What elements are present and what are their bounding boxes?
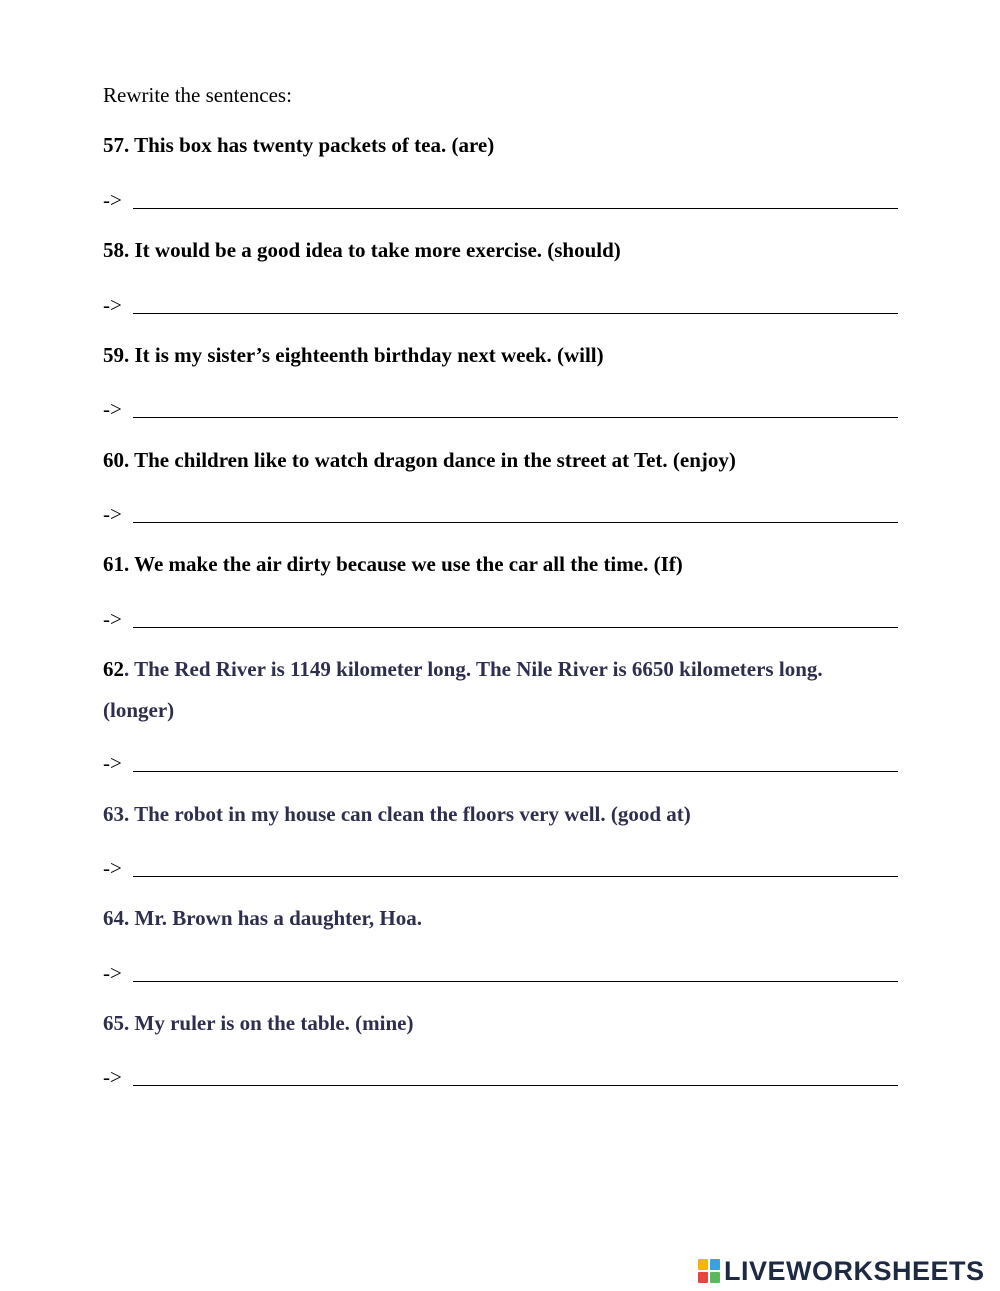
question-65 <box>103 1003 898 1044</box>
logo-block <box>710 1272 720 1283</box>
logo-block <box>710 1259 720 1270</box>
question-text: . This box has twenty packets of tea. (are) <box>124 133 495 157</box>
answer-line-62[interactable] <box>103 750 898 776</box>
question-62 <box>103 649 898 731</box>
question-60 <box>103 440 898 481</box>
question-64 <box>103 898 898 939</box>
liveworksheets-logo <box>697 1256 985 1286</box>
answer-blank-58[interactable] <box>133 313 898 314</box>
answer-blank-65[interactable] <box>133 1085 898 1086</box>
answer-blank-63[interactable] <box>133 876 898 877</box>
question-number: 60 <box>103 448 124 472</box>
instruction-text: Rewrite the sentences: <box>103 83 292 107</box>
answer-line-59[interactable] <box>103 396 898 422</box>
question-number: 58 <box>103 238 124 262</box>
arrow-label: -> <box>103 293 122 317</box>
logo-text: LIVEWORKSHEETS <box>724 1256 985 1286</box>
arrow-label: -> <box>103 188 122 212</box>
arrow-label: -> <box>103 607 122 631</box>
question-text: . We make the air dirty because we use the car all the time. (If) <box>124 552 683 576</box>
answer-blank-61[interactable] <box>133 627 898 628</box>
question-number: 63 <box>103 802 124 826</box>
question-number: 59 <box>103 343 124 367</box>
question-text: . The robot in my house can clean the floors very well. (good at) <box>124 802 691 826</box>
question-text: . My ruler is on the table. (mine) <box>124 1011 414 1035</box>
logo-blocks-icon <box>697 1258 721 1284</box>
question-number: 64 <box>103 906 124 930</box>
question-number: 57 <box>103 133 124 157</box>
question-number: 65 <box>103 1011 124 1035</box>
arrow-label: -> <box>103 502 122 526</box>
question-number: 62 <box>103 657 124 681</box>
answer-blank-62[interactable] <box>133 771 898 772</box>
question-63 <box>103 794 898 835</box>
question-text: . The children like to watch dragon dance in the street at Tet. (enjoy) <box>124 448 736 472</box>
arrow-label: -> <box>103 961 122 985</box>
answer-line-60[interactable] <box>103 501 898 527</box>
question-text: . The Red River is 1149 kilometer long. The Nile River is 6650 kilometers long. (longer) <box>103 657 823 722</box>
logo-block <box>698 1259 708 1270</box>
answer-line-58[interactable] <box>103 292 898 318</box>
answer-blank-60[interactable] <box>133 522 898 523</box>
question-58 <box>103 230 898 271</box>
question-61 <box>103 544 898 585</box>
question-text: . Mr. Brown has a daughter, Hoa. <box>124 906 422 930</box>
answer-line-61[interactable] <box>103 606 898 632</box>
question-number: 61 <box>103 552 124 576</box>
answer-blank-59[interactable] <box>133 417 898 418</box>
arrow-label: -> <box>103 856 122 880</box>
answer-blank-64[interactable] <box>133 981 898 982</box>
answer-line-57[interactable] <box>103 187 898 213</box>
answer-line-63[interactable] <box>103 855 898 881</box>
answer-line-65[interactable] <box>103 1064 898 1090</box>
arrow-label: -> <box>103 397 122 421</box>
answer-line-64[interactable] <box>103 960 898 986</box>
question-text: . It is my sister’s eighteenth birthday next week. (will) <box>124 343 604 367</box>
question-text: . It would be a good idea to take more exercise. (should) <box>124 238 621 262</box>
arrow-label: -> <box>103 751 122 775</box>
logo-block <box>698 1272 708 1283</box>
question-57 <box>103 125 898 166</box>
answer-blank-57[interactable] <box>133 208 898 209</box>
arrow-label: -> <box>103 1065 122 1089</box>
question-59 <box>103 335 898 376</box>
